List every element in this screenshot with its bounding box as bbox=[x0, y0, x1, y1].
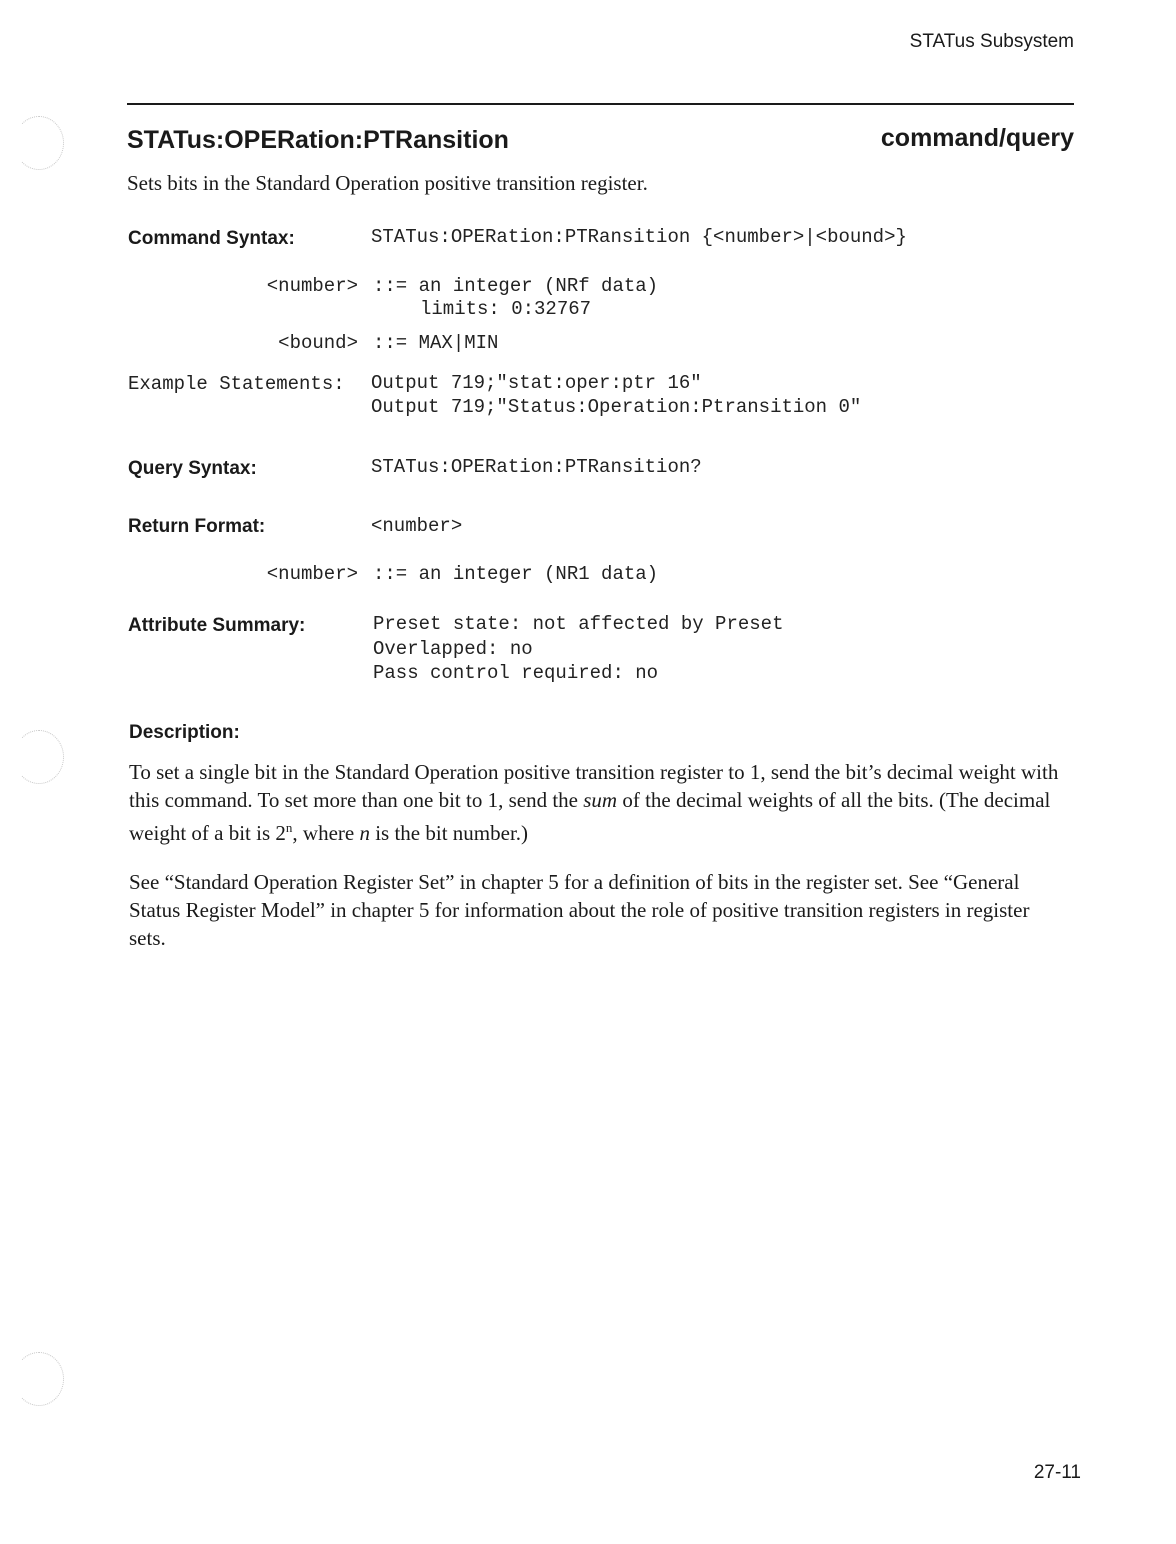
return-number-param: <number> bbox=[266, 563, 358, 585]
bound-definition: ::= MAX|MIN bbox=[373, 332, 499, 354]
command-syntax-label: Command Syntax: bbox=[128, 228, 295, 249]
number-definition: ::= an integer (NRf data) bbox=[373, 275, 659, 297]
command-syntax-value: STATus:OPERation:PTRansition {<number>|<bound>} bbox=[371, 226, 907, 248]
example-line-1: Output 719;"stat:oper:ptr 16" bbox=[371, 372, 702, 394]
emphasis-n: n bbox=[359, 821, 370, 845]
page-number: 27-11 bbox=[1033, 1462, 1081, 1483]
attribute-line-2: Overlapped: no bbox=[373, 638, 533, 660]
attribute-summary-label: Attribute Summary: bbox=[128, 615, 306, 636]
number-limits: limits: 0:32767 bbox=[420, 298, 592, 320]
bound-param: <bound> bbox=[278, 332, 358, 354]
emphasis-sum: sum bbox=[583, 788, 618, 812]
return-number-definition: ::= an integer (NR1 data) bbox=[373, 563, 659, 585]
query-syntax-value: STATus:OPERation:PTRansition? bbox=[371, 456, 702, 478]
return-format-label: Return Format: bbox=[128, 516, 266, 537]
command-title: STATus:OPERation:PTRansition bbox=[127, 126, 509, 154]
query-syntax-label: Query Syntax: bbox=[128, 458, 257, 479]
attribute-line-1: Preset state: not affected by Preset bbox=[373, 613, 784, 635]
binder-hole-bottom bbox=[14, 1352, 64, 1406]
example-line-2: Output 719;"Status:Operation:Ptransition 0" bbox=[371, 396, 862, 418]
description-paragraph-1: To set a single bit in the Standard Operation positive transition register to 1, send the bit’s decimal weight with this command. To set more than one bit to 1, send the sum of the decimal weights of all the bits. (The decimal weight of a bit is 2$^n$, where n is the bit number.) bbox=[129, 760, 1059, 845]
binder-hole-top bbox=[14, 116, 64, 170]
command-type: command/query bbox=[880, 124, 1074, 152]
running-header: STATus Subsystem bbox=[909, 31, 1074, 52]
number-param: <number> bbox=[266, 275, 358, 297]
description-paragraph-2: See “Standard Operation Register Set” in chapter 5 for a definition of bits in the register set. See “General Status Register Model” in chapter 5 for information about the role of positive transition registers in register sets. bbox=[129, 870, 1030, 950]
return-format-value: <number> bbox=[371, 515, 463, 537]
attribute-line-3: Pass control required: no bbox=[373, 662, 659, 684]
header-rule bbox=[127, 103, 1074, 105]
description-label: Description: bbox=[129, 722, 240, 743]
example-statements-label: Example Statements: bbox=[128, 373, 345, 395]
superscript-n: n bbox=[285, 820, 293, 835]
binder-hole-middle bbox=[14, 730, 64, 784]
command-summary: Sets bits in the Standard Operation positive transition register. bbox=[127, 171, 648, 195]
